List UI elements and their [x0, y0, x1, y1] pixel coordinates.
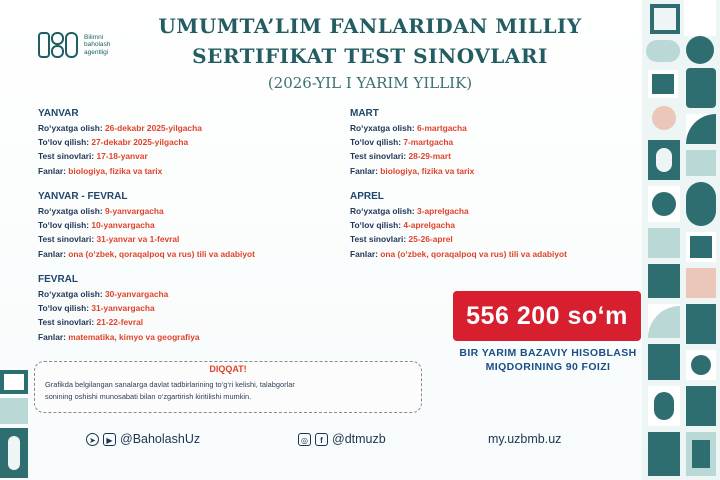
row-value: 27-dekabr 2025-yilgacha	[91, 137, 189, 148]
footer-social-2[interactable]	[298, 432, 386, 446]
row-value: 7-martgacha	[403, 137, 454, 148]
notice-text-line: Grafikda belgilangan sanalarga davlat tadbirlarining to‘g‘ri kelishi, talabgorlar	[45, 380, 295, 389]
month-block-mart	[350, 107, 670, 178]
schedule-row	[350, 247, 670, 261]
row-value: 28-29-mart	[408, 151, 451, 162]
schedule-row	[38, 330, 358, 344]
schedule-row	[38, 204, 358, 218]
youtube-icon: ▶	[103, 433, 116, 446]
logo-mark-icon	[38, 32, 78, 58]
page-title-line1: UMUMTA’LIM FANLARIDAN MILLIY	[158, 14, 582, 38]
row-key: Ro‘yxatga olish:	[38, 289, 103, 299]
facebook-icon: f	[315, 433, 328, 446]
row-value: 3-aprelgacha	[417, 206, 469, 216]
row-key: Ro‘yxatga olish:	[350, 123, 415, 133]
logo-text-line: agentligi	[84, 48, 109, 56]
logo-text-line: Bilimni	[84, 33, 104, 41]
schedule-row	[38, 247, 358, 261]
schedule-row	[38, 232, 358, 246]
page-subtitle: (2026-YIL I YARIM YILLIK)	[267, 74, 473, 92]
agency-logo	[38, 32, 130, 58]
row-key: To‘lov qilish:	[38, 137, 90, 148]
row-value: biologiya, fizika va tarix	[380, 165, 475, 176]
row-key: To‘lov qilish:	[350, 137, 402, 148]
row-key: Fanlar:	[38, 165, 66, 176]
footer-website[interactable]	[488, 432, 561, 446]
row-value: 31-yanvar va 1-fevral	[96, 234, 180, 245]
schedule-row	[38, 218, 358, 232]
row-value: 31-yanvargacha	[91, 303, 155, 314]
decorative-pattern-left	[0, 370, 34, 480]
row-key: To‘lov qilish:	[38, 220, 90, 231]
price-note	[428, 346, 668, 374]
row-key: Test sinovlari:	[350, 151, 407, 162]
row-key: Test sinovlari:	[38, 317, 95, 328]
row-value: 25-26-aprel	[408, 234, 453, 245]
schedule-row	[38, 315, 358, 329]
row-key: Fanlar:	[350, 248, 378, 259]
telegram-icon: ➤	[86, 433, 99, 446]
month-block-fevral	[38, 273, 358, 344]
footer-handle[interactable]: @dtmuzb	[332, 432, 386, 446]
row-value: matematika, kimyo va geografiya	[68, 331, 200, 342]
month-block-yanvar	[38, 107, 358, 178]
schedule-row	[350, 218, 670, 232]
row-value: 10-yanvargacha	[91, 220, 155, 231]
month-name: APREL	[350, 191, 384, 202]
page-title-line2: SERTIFIKAT TEST SINOVLARI	[192, 44, 548, 68]
price-note-line: MIQDORINING 90 FOIZI	[485, 361, 611, 373]
schedule-row	[38, 287, 358, 301]
row-key: To‘lov qilish:	[350, 220, 402, 231]
row-value: 6-martgacha	[417, 123, 467, 133]
row-key: Ro‘yxatga olish:	[350, 206, 415, 216]
schedule-row	[38, 301, 358, 315]
row-value: 26-dekabr 2025-yilgacha	[105, 123, 202, 133]
month-name: MART	[350, 108, 379, 119]
month-name: YANVAR - FEVRAL	[38, 191, 128, 202]
schedule-row	[350, 232, 670, 246]
schedule-row	[38, 121, 358, 135]
schedule-row	[350, 204, 670, 218]
row-key: Test sinovlari:	[38, 234, 95, 245]
month-block-aprel	[350, 190, 670, 261]
row-value: 4-aprelgacha	[403, 220, 456, 231]
month-name: FEVRAL	[38, 274, 78, 285]
logo-text-line: baholash	[84, 41, 111, 49]
row-key: Fanlar:	[38, 331, 66, 342]
row-key: Ro‘yxatga olish:	[38, 206, 103, 216]
row-key: Fanlar:	[38, 248, 66, 259]
row-key: Ro‘yxatga olish:	[38, 123, 103, 133]
schedule-row	[350, 121, 670, 135]
notice-text	[45, 379, 411, 403]
row-value: biologiya, fizika va tarix	[68, 165, 163, 176]
row-key: Test sinovlari:	[350, 234, 407, 245]
price-note-line: BIR YARIM BAZAVIY HISOBLASH	[459, 347, 637, 359]
row-key: To‘lov qilish:	[38, 303, 90, 314]
row-key: Test sinovlari:	[38, 151, 95, 162]
month-block-yanvar-fevral	[38, 190, 358, 261]
price-amount: 556 200 so‘m	[466, 301, 628, 330]
row-value: ona (o‘zbek, qoraqalpoq va rus) tili va adabiyot	[380, 248, 567, 259]
schedule-row	[38, 149, 358, 163]
notice-box	[34, 361, 422, 413]
row-value: 17-18-yanvar	[96, 151, 148, 162]
notice-title: DIQQAT!	[209, 364, 247, 374]
row-value: 30-yanvargacha	[105, 289, 169, 299]
month-name: YANVAR	[38, 108, 79, 119]
price-badge	[453, 291, 641, 341]
footer-social-1[interactable]	[86, 432, 200, 446]
schedule-row	[350, 149, 670, 163]
schedule-row	[38, 164, 358, 178]
schedule-row	[350, 135, 670, 149]
row-key: Fanlar:	[350, 165, 378, 176]
footer-handle[interactable]: @BaholashUz	[120, 432, 201, 446]
instagram-icon: ◎	[298, 433, 311, 446]
row-value: 21-22-fevral	[96, 317, 144, 328]
notice-text-line: sonining oshishi munosabati bilan o‘zgartirish kiritilishi mumkin.	[45, 392, 252, 401]
schedule-row	[38, 135, 358, 149]
row-value: 9-yanvargacha	[105, 206, 164, 216]
schedule-row	[350, 164, 670, 178]
website-link[interactable]: my.uzbmb.uz	[488, 432, 562, 446]
row-value: ona (o‘zbek, qoraqalpoq va rus) tili va adabiyot	[68, 248, 255, 259]
